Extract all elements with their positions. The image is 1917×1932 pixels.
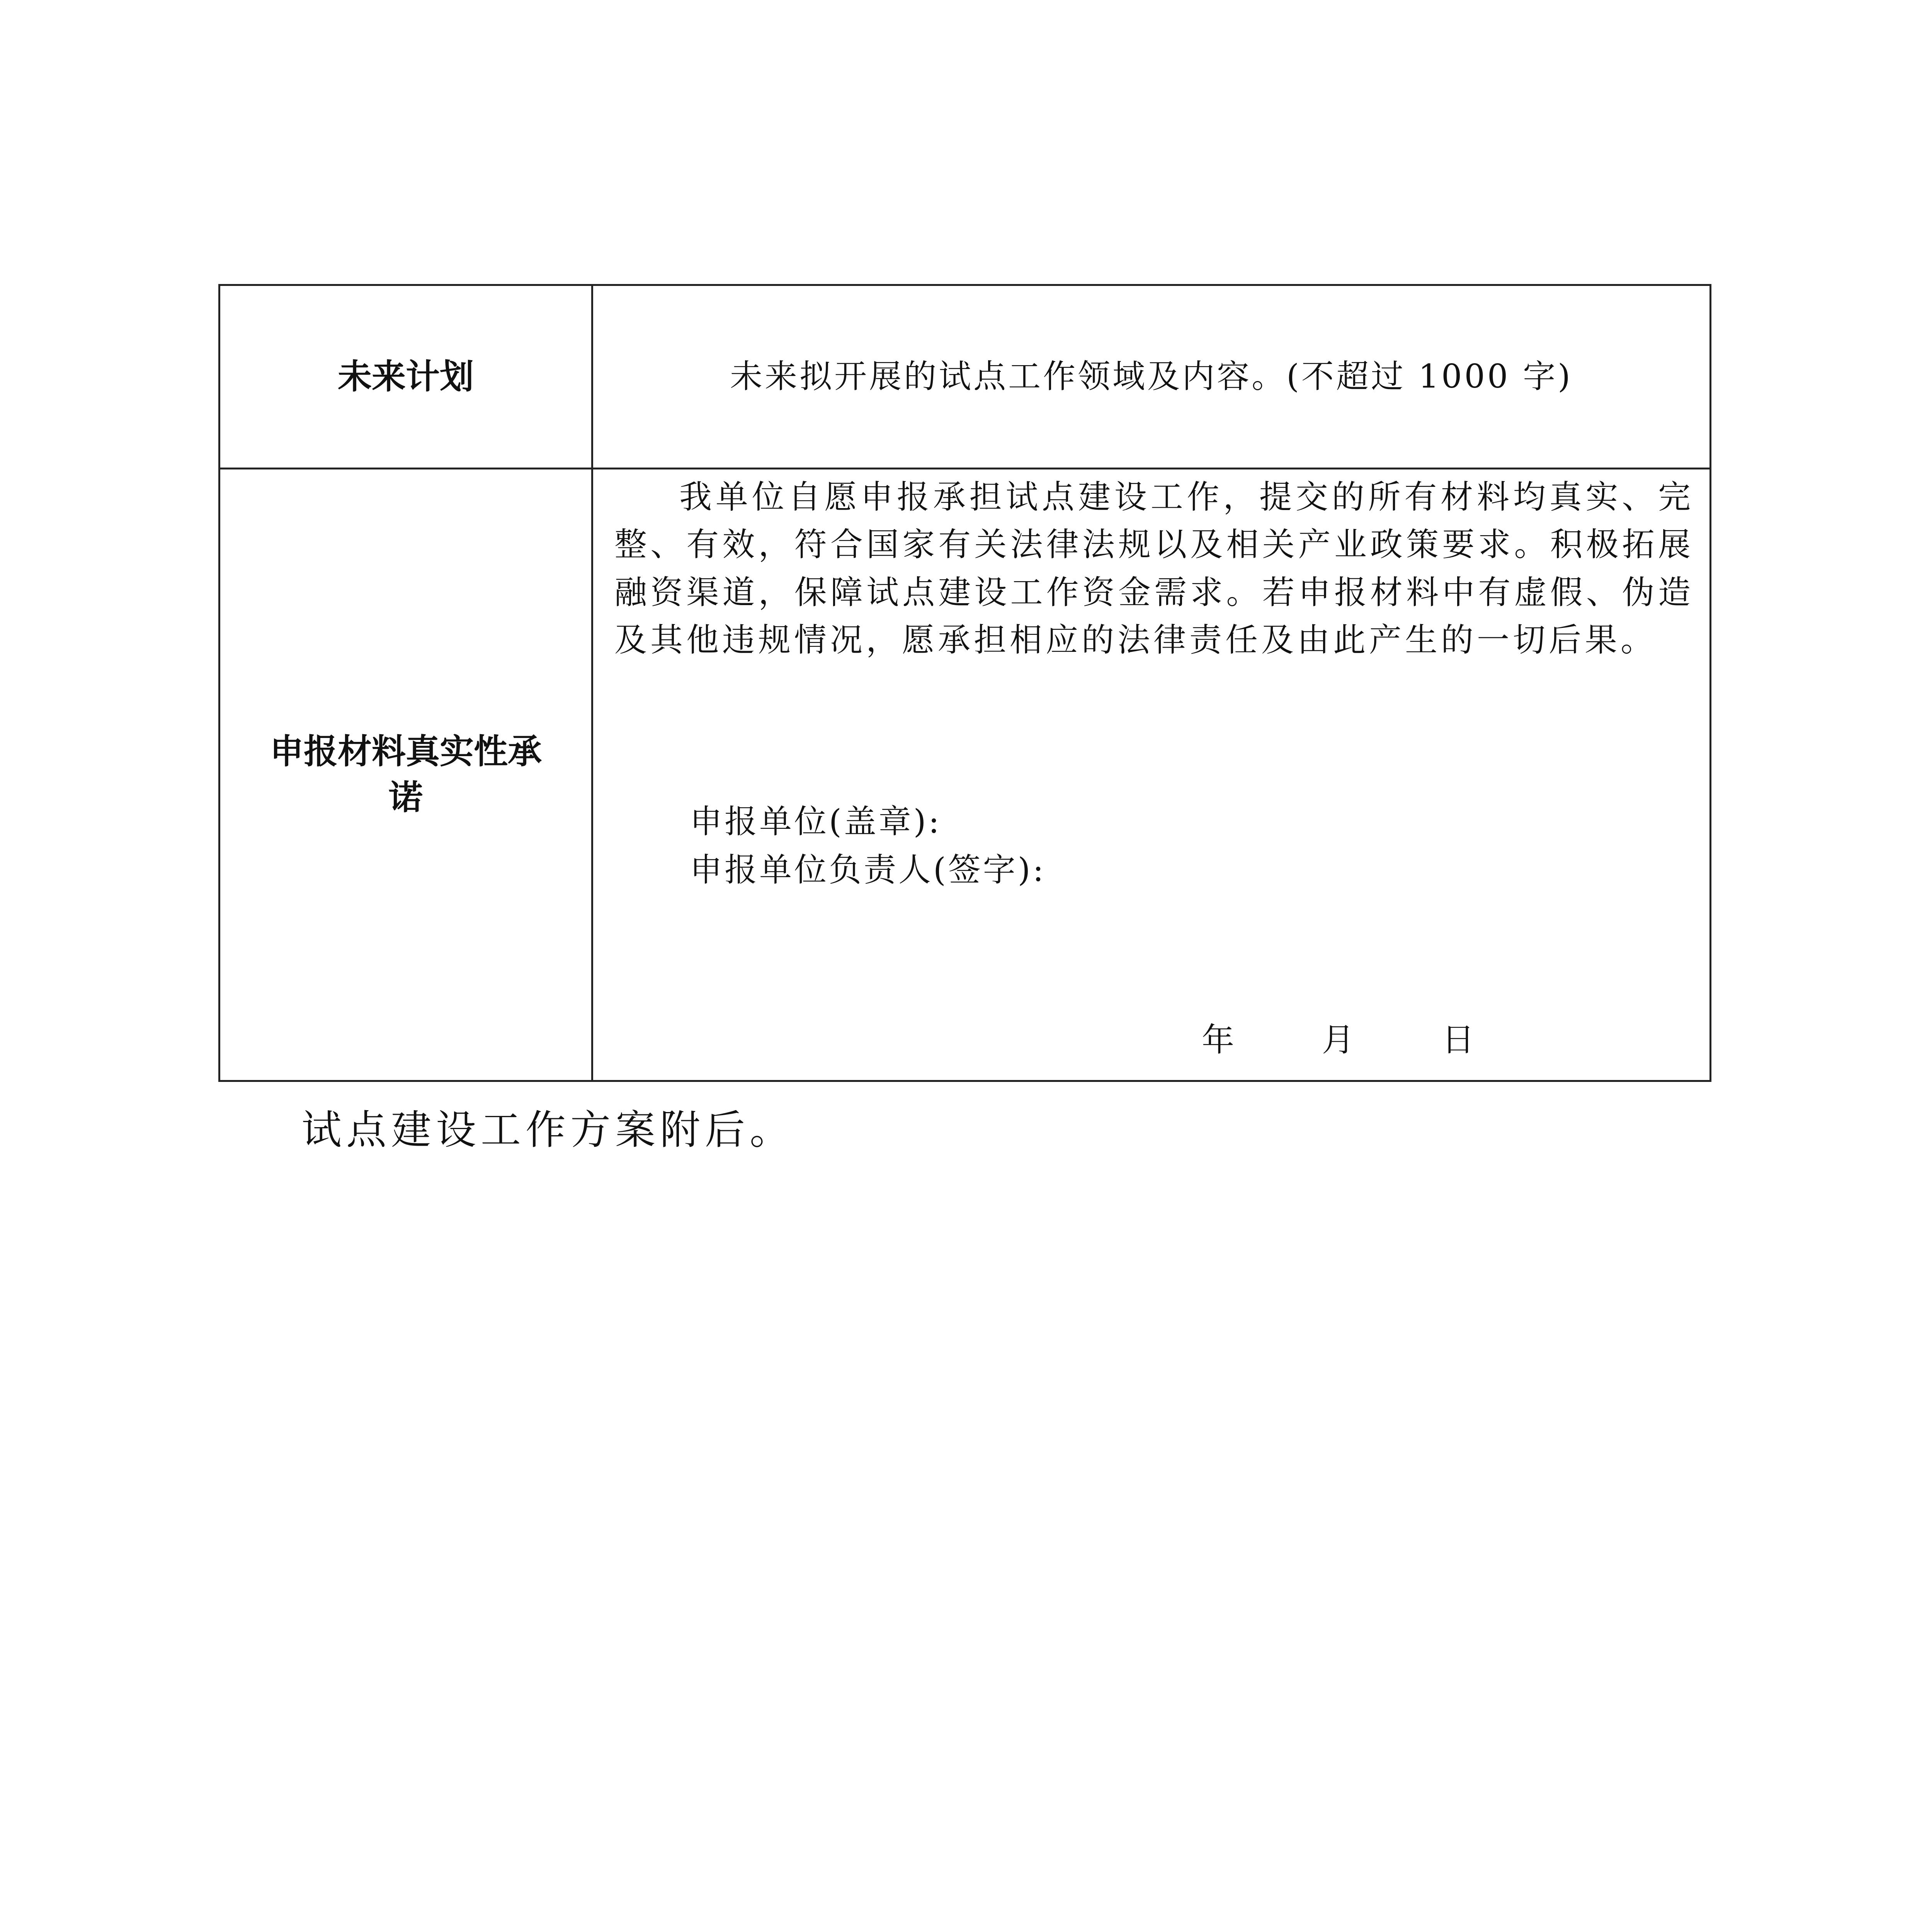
table-row-authenticity-pledge <box>219 469 1711 1081</box>
date-month-label: 月 <box>1322 1021 1354 1059</box>
table-row-future-plan <box>219 285 1711 469</box>
future-plan-label-cell <box>219 285 592 469</box>
future-plan-label: 未来计划 <box>337 356 474 396</box>
applicant-signature-field[interactable]: 申报单位负责人(签字): <box>690 851 1046 889</box>
pledge-label: 申报材料真实性承诺 <box>269 731 542 817</box>
date-day-label: 日 <box>1442 1021 1475 1059</box>
pledge-label-cell <box>219 469 592 1081</box>
pledge-content-cell <box>592 469 1711 1081</box>
pledge-statement: 我单位自愿申报承担试点建设工作，提交的所有材料均真实、完整、有效，符合国家有关法律法规以及相关产业政策要求。积极拓展融资渠道，保障试点建设工作资金需求。若申报材料中有虚假、伪造及其他违规情况，愿承担相应的法律责任及由此产生的一切后果。 <box>614 478 1694 659</box>
date-field[interactable] <box>1202 1016 1474 1064</box>
attachment-note: 试点建设工作方案附后。 <box>301 1106 795 1153</box>
application-form-table <box>218 284 1711 1082</box>
date-year-label: 年 <box>1202 1021 1235 1059</box>
applicant-seal-field[interactable]: 申报单位(盖章): <box>690 803 942 840</box>
future-plan-content-cell <box>592 285 1711 469</box>
pledge-content <box>593 469 1709 1080</box>
future-plan-instruction: 未来拟开展的试点工作领域及内容。(不超过 1000 字) <box>730 357 1573 396</box>
